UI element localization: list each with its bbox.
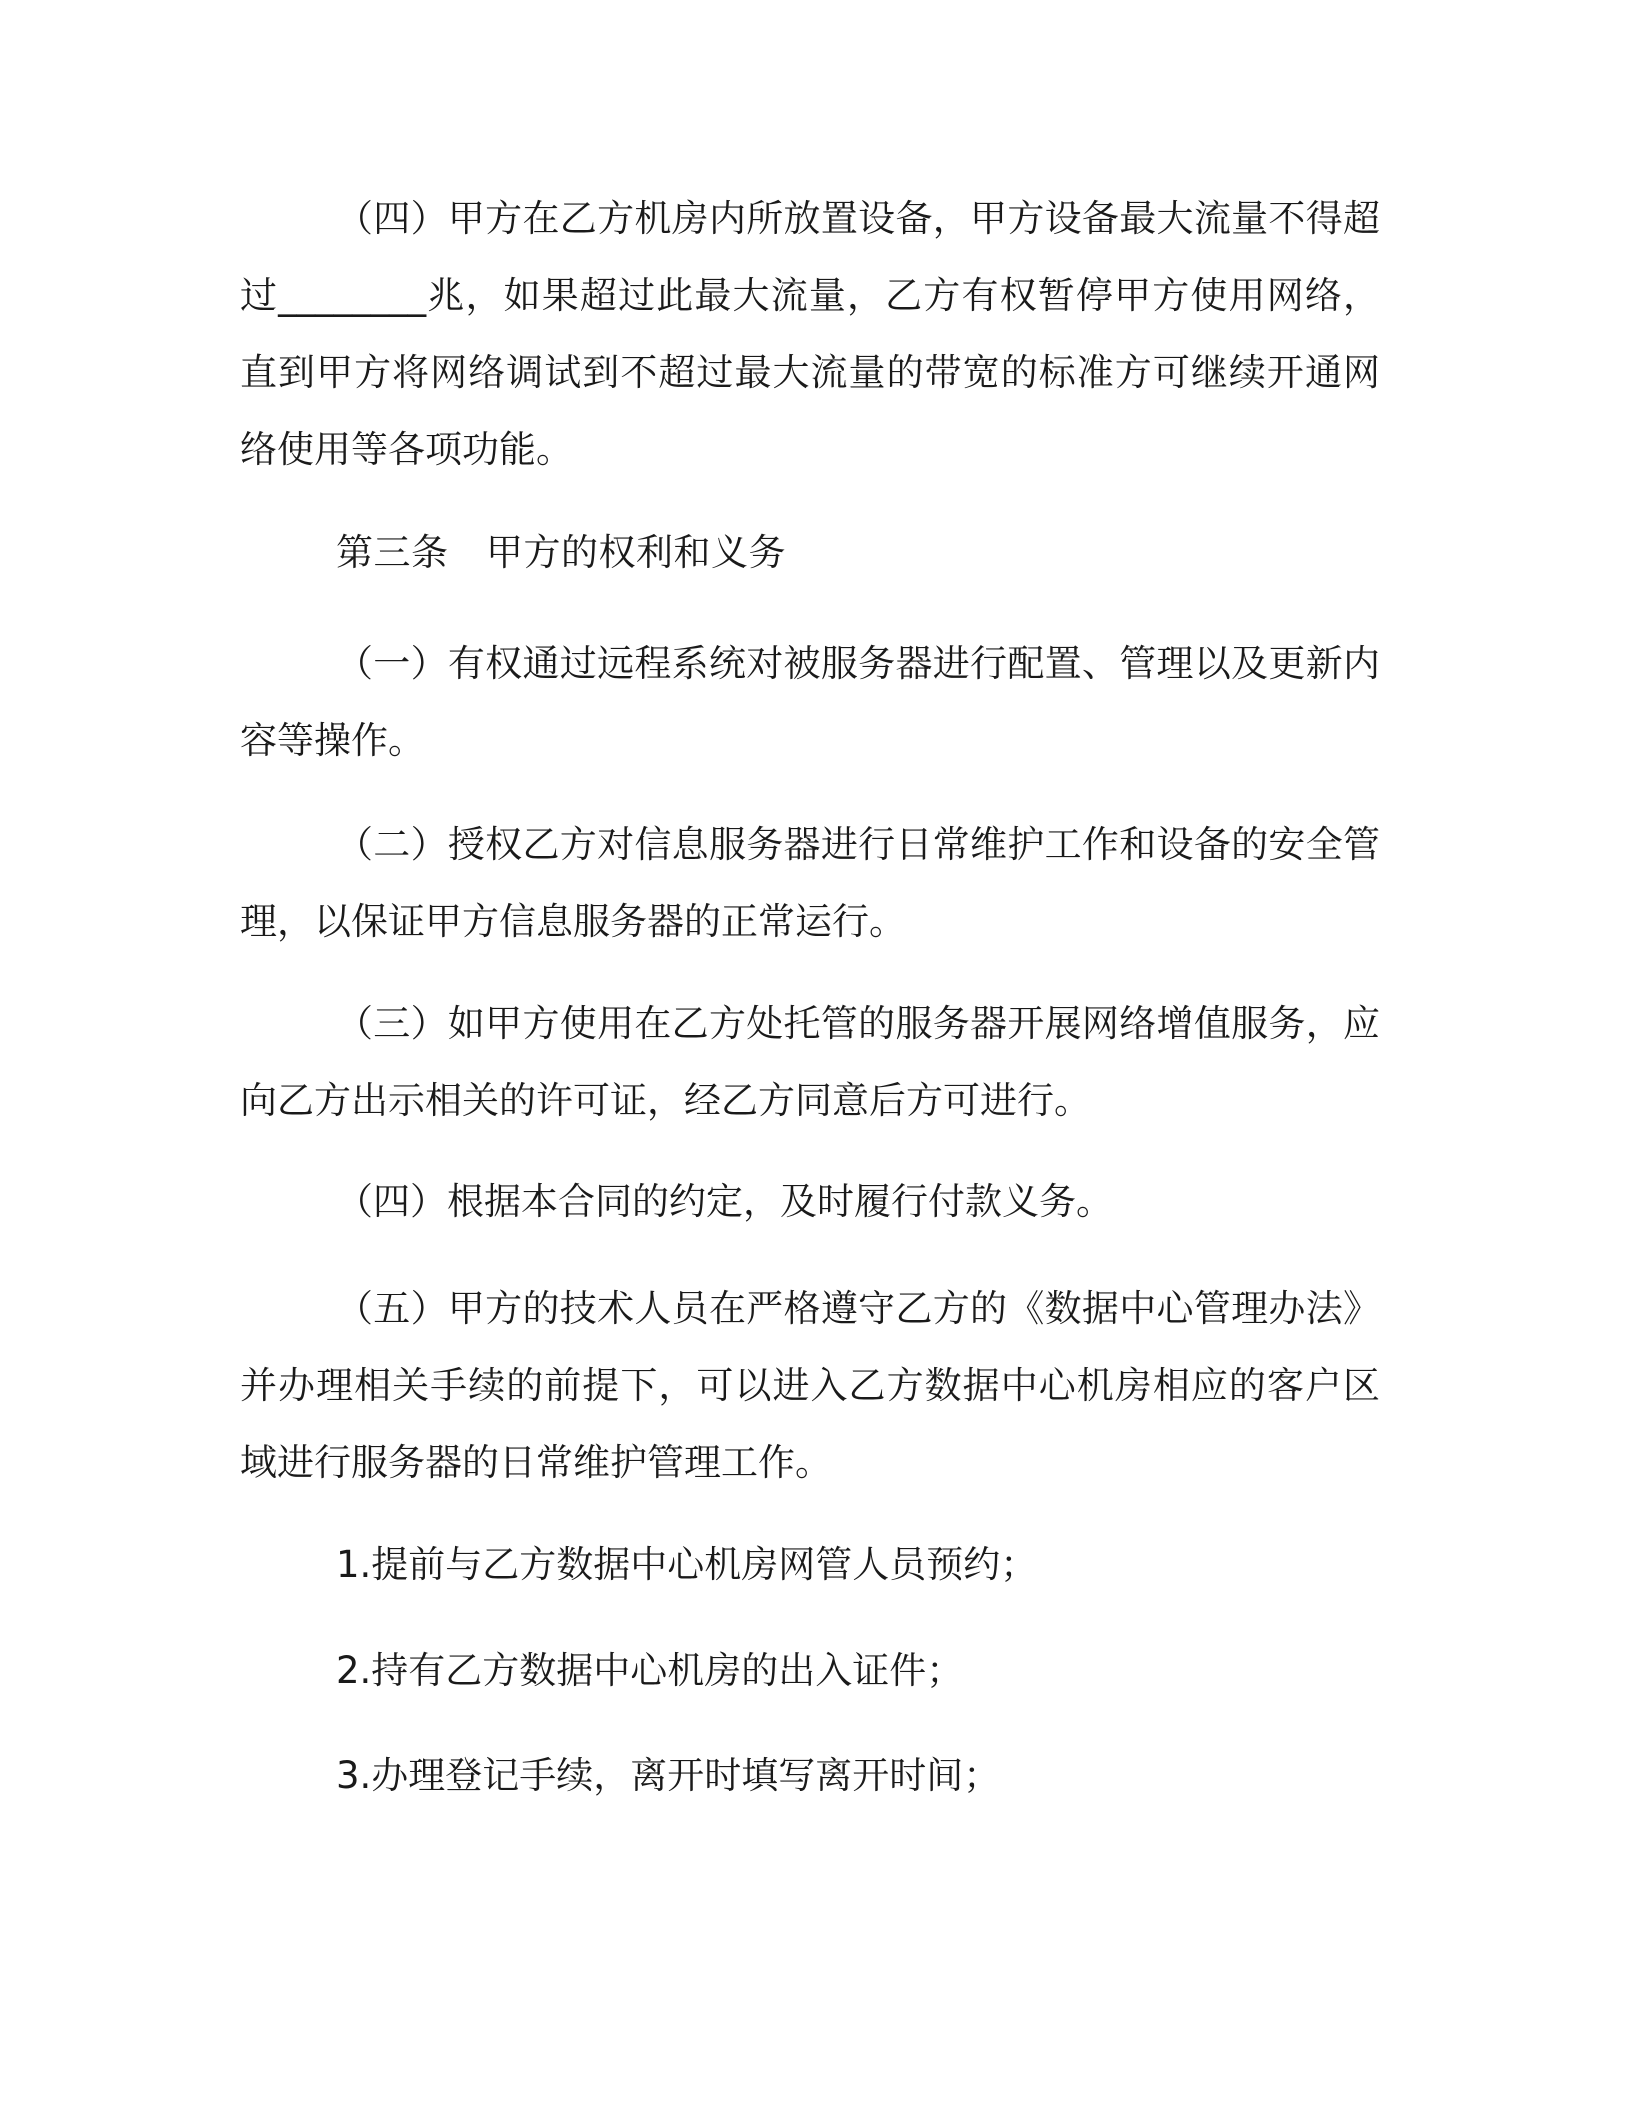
list-item-2: 2.持有乙方数据中心机房的出入证件； xyxy=(336,1649,964,1692)
clause-3-item-4-paragraph: （四）根据本合同的约定，及时履行付款义务。 xyxy=(336,1180,1113,1223)
clause-3-item-1-paragraph: （一）有权通过远程系统对被服务器进行配置、管理以及更新内容等操作。 xyxy=(240,642,1380,762)
clause-3-item-3-paragraph: （三）如甲方使用在乙方处托管的服务器开展网络增值服务，应向乙方出示相关的许可证，经乙方同意后方可进行。 xyxy=(240,1002,1380,1122)
clause-3-item-5-paragraph: （五）甲方的技术人员在严格遵守乙方的《数据中心管理办法》并办理相关手续的前提下，可以进入乙方数据中心机房相应的客户区域进行服务器的日常维护管理工作。 xyxy=(240,1287,1380,1484)
article-3-heading: 第三条 甲方的权利和义务 xyxy=(336,531,786,574)
list-item-1: 1.提前与乙方数据中心机房网管人员预约； xyxy=(336,1543,1038,1586)
clause-2-item-4-paragraph: （四）甲方在乙方机房内所放置设备，甲方设备最大流量不得超过________兆，如果超过此最大流量，乙方有权暂停甲方使用网络，直到甲方将网络调试到不超过最大流量的带宽的标准方可继续开通网络使用等各项功能。 xyxy=(240,197,1380,471)
list-item-3: 3.办理登记手续，离开时填写离开时间； xyxy=(336,1754,1001,1797)
clause-3-item-2-paragraph: （二）授权乙方对信息服务器进行日常维护工作和设备的安全管理，以保证甲方信息服务器的正常运行。 xyxy=(240,823,1380,943)
